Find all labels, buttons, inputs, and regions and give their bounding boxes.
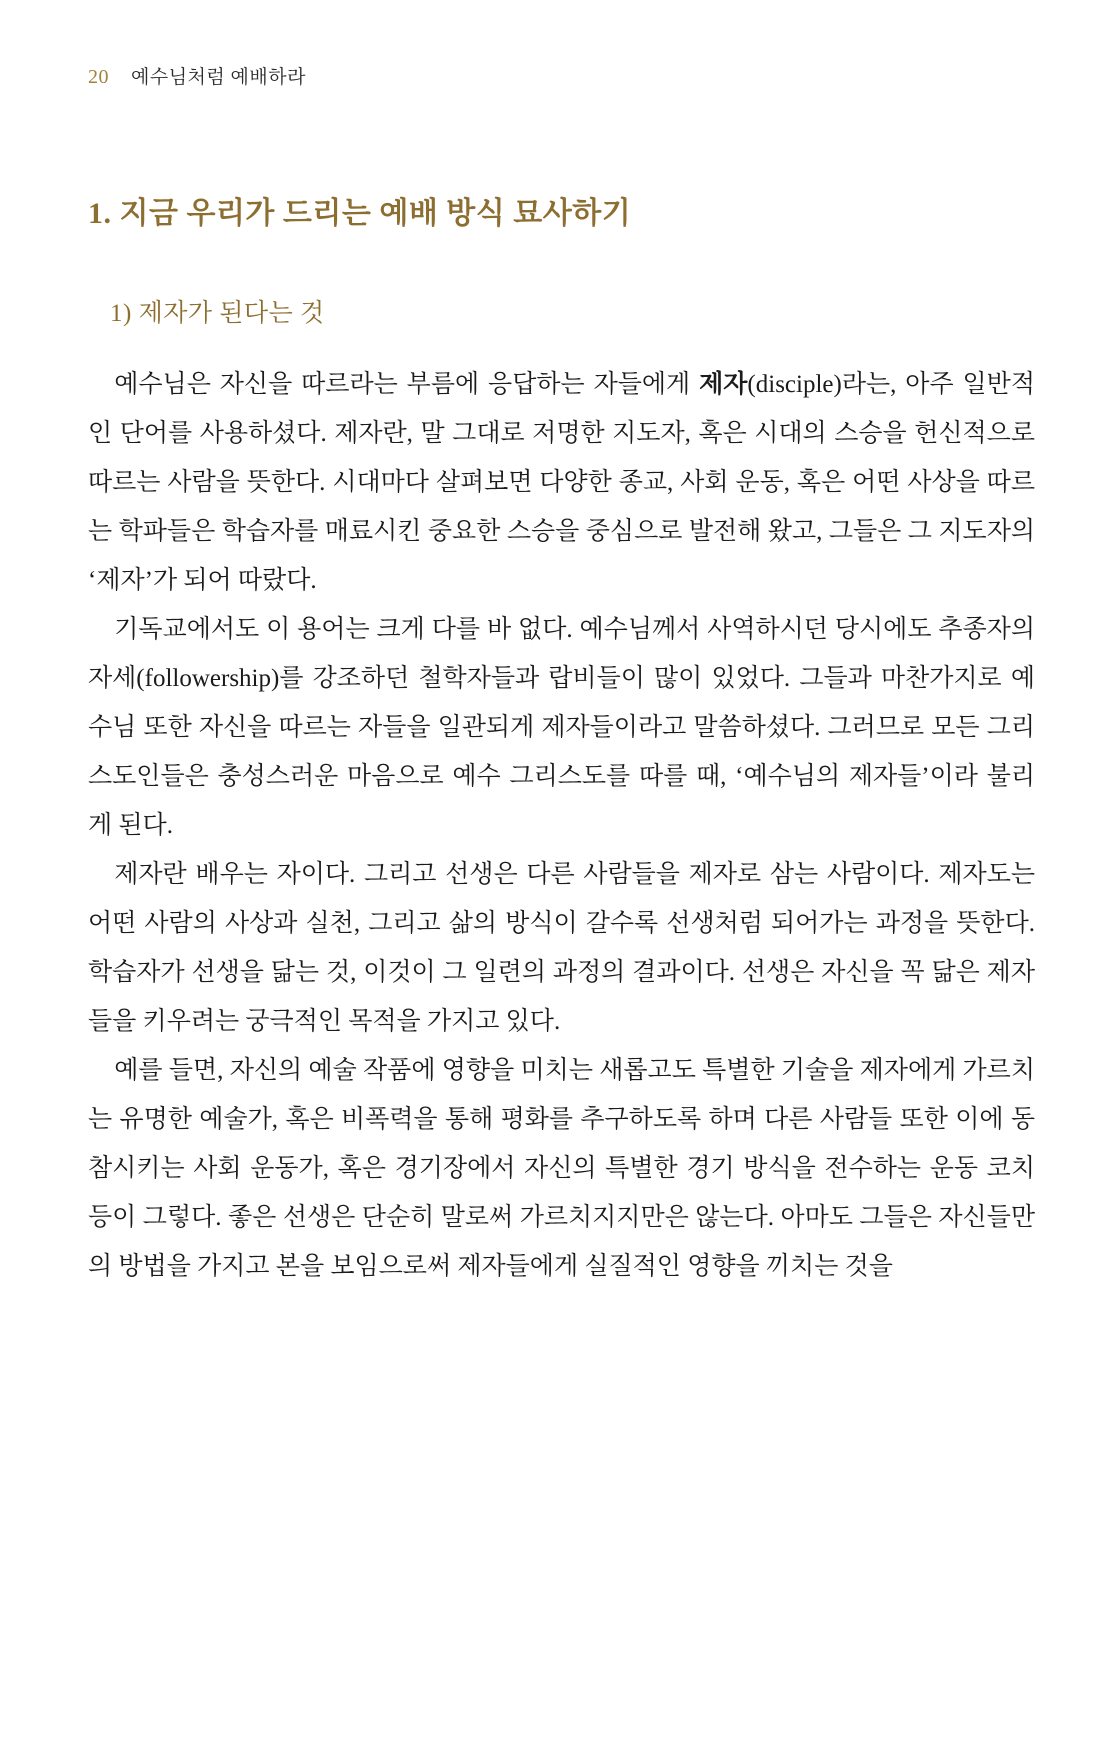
paragraph-2: 기독교에서도 이 용어는 크게 다를 바 없다. 예수님께서 사역하시던 당시에도 추종자의 자세(followership)를 강조하던 철학자들과 랍비들이 많이 있었다. 그들과 마찬가지로 예수님 또한 자신을 따르는 자들을 일관되게 제자들이라고 말씀하셨다. 그러므로 모든 그리스도인들은 충성스러운 마음으로 예수 그리스도를 따를 때, ‘예수님의 제자들’이라 불리게 된다.	[88, 616, 1035, 839]
section-title: 1. 지금 우리가 드리는 예배 방식 묘사하기	[88, 197, 632, 231]
paragraph-3: 제자란 배우는 자이다. 그리고 선생은 다른 사람들을 제자로 삼는 사람이다. 제자도는 어떤 사람의 사상과 실천, 그리고 삶의 방식이 갈수록 선생처럼 되어가는 과정을 뜻한다. 학습자가 선생을 닮는 것, 이것이 그 일련의 과정의 결과이다. 선생은 자신을 꼭 닮은 제자들을 키우려는 궁극적인 목적을 가지고 있다.	[88, 861, 1035, 1035]
paragraph-1-pre: 예수님은 자신을 따르라는 부름에 응답하는 자들에게	[114, 371, 700, 398]
paragraph-1-post: (disciple)라는, 아주 일반적인 단어를 사용하셨다. 제자란, 말 그대로 저명한 지도자, 혹은 시대의 스승을 헌신적으로 따르는 사람을 뜻한다. 시대마다 살펴보면 다양한 종교, 사회 운동, 혹은 어떤 사상을 따르는 학파들은 학습자를 매료시킨 중요한 스승을 중심으로 발전해 왔고, 그들은 그 지도자의 ‘제자’가 되어 따랐다.	[88, 371, 1035, 594]
page-number: 20	[88, 66, 109, 88]
subsection-title: 1) 제자가 된다는 것	[110, 299, 325, 327]
paragraph-1-bold-term: 제자	[699, 371, 748, 398]
body-text	[88, 360, 1035, 1291]
running-head-book-title: 예수님처럼 예배하라	[131, 67, 306, 88]
paragraph-4: 예를 들면, 자신의 예술 작품에 영향을 미치는 새롭고도 특별한 기술을 제자에게 가르치는 유명한 예술가, 혹은 비폭력을 통해 평화를 추구하도록 하며 다른 사람들 또한 이에 동참시키는 사회 운동가, 혹은 경기장에서 자신의 특별한 경기 방식을 전수하는 운동 코치 등이 그렇다. 좋은 선생은 단순히 말로써 가르치지지만은 않는다. 아마도 그들은 자신들만의 방법을 가지고 본을 보임으로써 제자들에게 실질적인 영향을 끼치는 것을	[88, 1057, 1035, 1280]
running-head	[88, 62, 1035, 89]
paragraph-1	[88, 360, 1035, 605]
